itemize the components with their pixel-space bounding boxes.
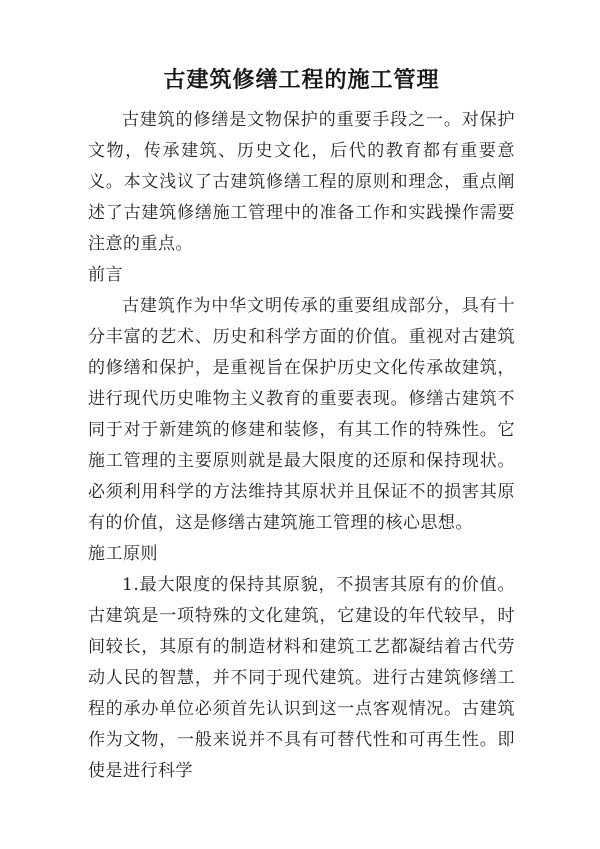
- section-heading-construction-principles: 施工原则: [88, 544, 158, 564]
- abstract-paragraph: 古建筑的修缮是文物保护的重要手段之一。对保护文物，传承建筑、历史文化，后代的教育都有重要意义。本文浅议了古建筑修缮工程的原则和理念，重点阐述了古建筑修缮施工管理中的准备工作和实践操作需要注意的重点。: [88, 110, 515, 254]
- section-heading-preface: 前言: [88, 265, 123, 285]
- preface-paragraph: 古建筑作为中华文明传承的重要组成部分，具有十分丰富的艺术、历史和科学方面的价值。重视对古建筑的修缮和保护，是重视旨在保护历史文化传承故建筑，进行现代历史唯物主义教育的重要表现。修缮古建筑不同于对于新建筑的修建和装修，有其工作的特殊性。它施工管理的主要原则就是最大限度的还原和保持现状。必须利用科学的方法维持其原状并且保证不的损害其原有的价值，这是修缮古建筑施工管理的核心思想。: [88, 296, 515, 533]
- construction-principles-paragraph: 1.最大限度的保持其原貌，不损害其原有的价值。古建筑是一项特殊的文化建筑，它建设的年代较早，时间较长，其原有的制造材料和建筑工艺都凝结着古代劳动人民的智慧，并不同于现代建筑。进行古建筑修缮工程的承办单位必须首先认识到这一点客观情况。古建筑作为文物，一般来说并不具有可替代性和可再生性。即使是进行科学: [88, 575, 515, 781]
- document-title: 古建筑修缮工程的施工管理: [163, 67, 440, 93]
